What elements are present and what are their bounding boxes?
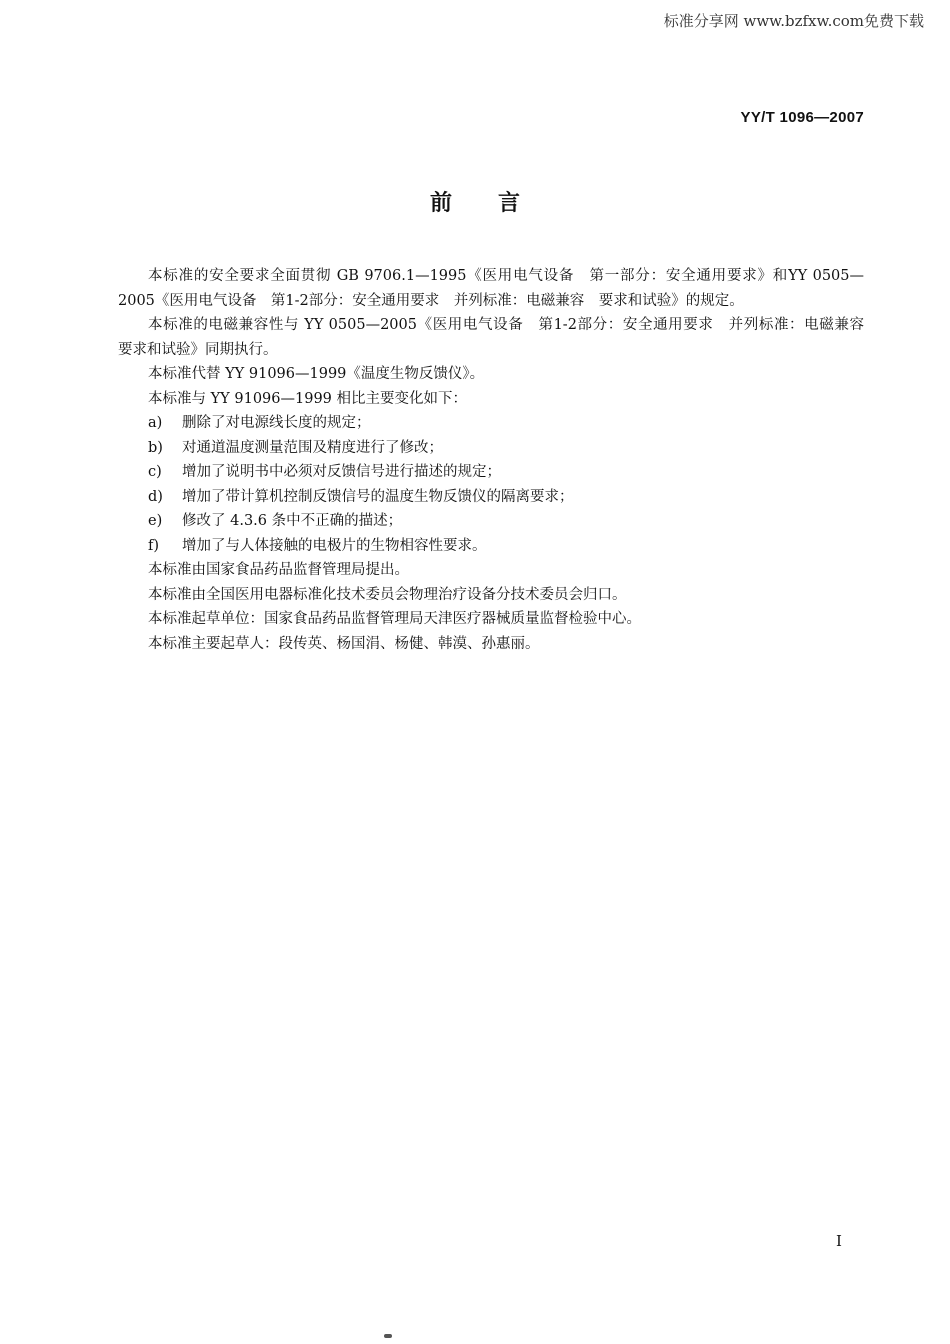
foreword-body [118, 264, 879, 656]
list-item-label: d) [148, 488, 163, 505]
paragraph-drafters: 本标准主要起草人：段传英、杨国涓、杨健、韩漠、孙惠丽。 [148, 635, 540, 652]
paragraph-replaces: 本标准代替 YY 91096—1999《温度生物反馈仪》。 [148, 366, 485, 382]
list-item [118, 436, 864, 461]
list-item-text: 增加了说明书中必须对反馈信号进行描述的规定； [182, 464, 501, 480]
list-item-text: 修改了 4.3.6 条中不正确的描述； [182, 513, 403, 529]
list-item-text: 增加了与人体接触的电极片的生物相容性要求。 [182, 537, 487, 554]
paragraph-safety: 本标准的安全要求全面贯彻 GB 9706.1—1995《医用电气设备 第一部分：安全通用要求》和YY 0505—2005《医用电气设备 第1-2部分：安全通用要求 并列标准：电磁兼容 要求和试验》的规定。 [118, 268, 864, 309]
paragraph-drafting-unit: 本标准起草单位：国家食品药品监督管理局天津医疗器械质量监督检验中心。 [148, 611, 641, 627]
list-item [118, 534, 864, 559]
list-item-text: 删除了对电源线长度的规定； [182, 415, 371, 431]
list-item [118, 509, 864, 534]
list-item-label: c) [148, 464, 162, 480]
list-item-label: e) [148, 513, 163, 529]
page-title: 前言 [429, 191, 566, 216]
list-item-label: a) [148, 415, 163, 431]
paragraph-managed-by: 本标准由全国医用电器标准化技术委员会物理治疗设备分技术委员会归口。 [148, 586, 627, 603]
list-item [118, 485, 864, 510]
list-item-label: f) [148, 537, 160, 554]
list-item [118, 460, 864, 485]
paragraph-emc: 本标准的电磁兼容性与 YY 0505—2005《医用电气设备 第1-2部分：安全通用要求 并列标准：电磁兼容 要求和试验》同期执行。 [118, 317, 879, 358]
list-item [118, 411, 864, 436]
list-item-label: b) [148, 439, 163, 456]
page-number: I [836, 1232, 842, 1250]
list-item-text: 增加了带计算机控制反馈信号的温度生物反馈仪的隔离要求； [182, 488, 574, 505]
scan-artifact [384, 1334, 392, 1338]
watermark-text: 标准分享网 www.bzfxw.com免费下载 [663, 12, 924, 30]
changes-list [118, 411, 864, 558]
paragraph-proposed-by: 本标准由国家食品药品监督管理局提出。 [148, 562, 409, 578]
standard-code: YY/T 1096—2007 [740, 109, 864, 126]
paragraph-changes-intro: 本标准与 YY 91096—1999 相比主要变化如下： [148, 390, 467, 407]
list-item-text: 对通道温度测量范围及精度进行了修改； [182, 439, 443, 456]
